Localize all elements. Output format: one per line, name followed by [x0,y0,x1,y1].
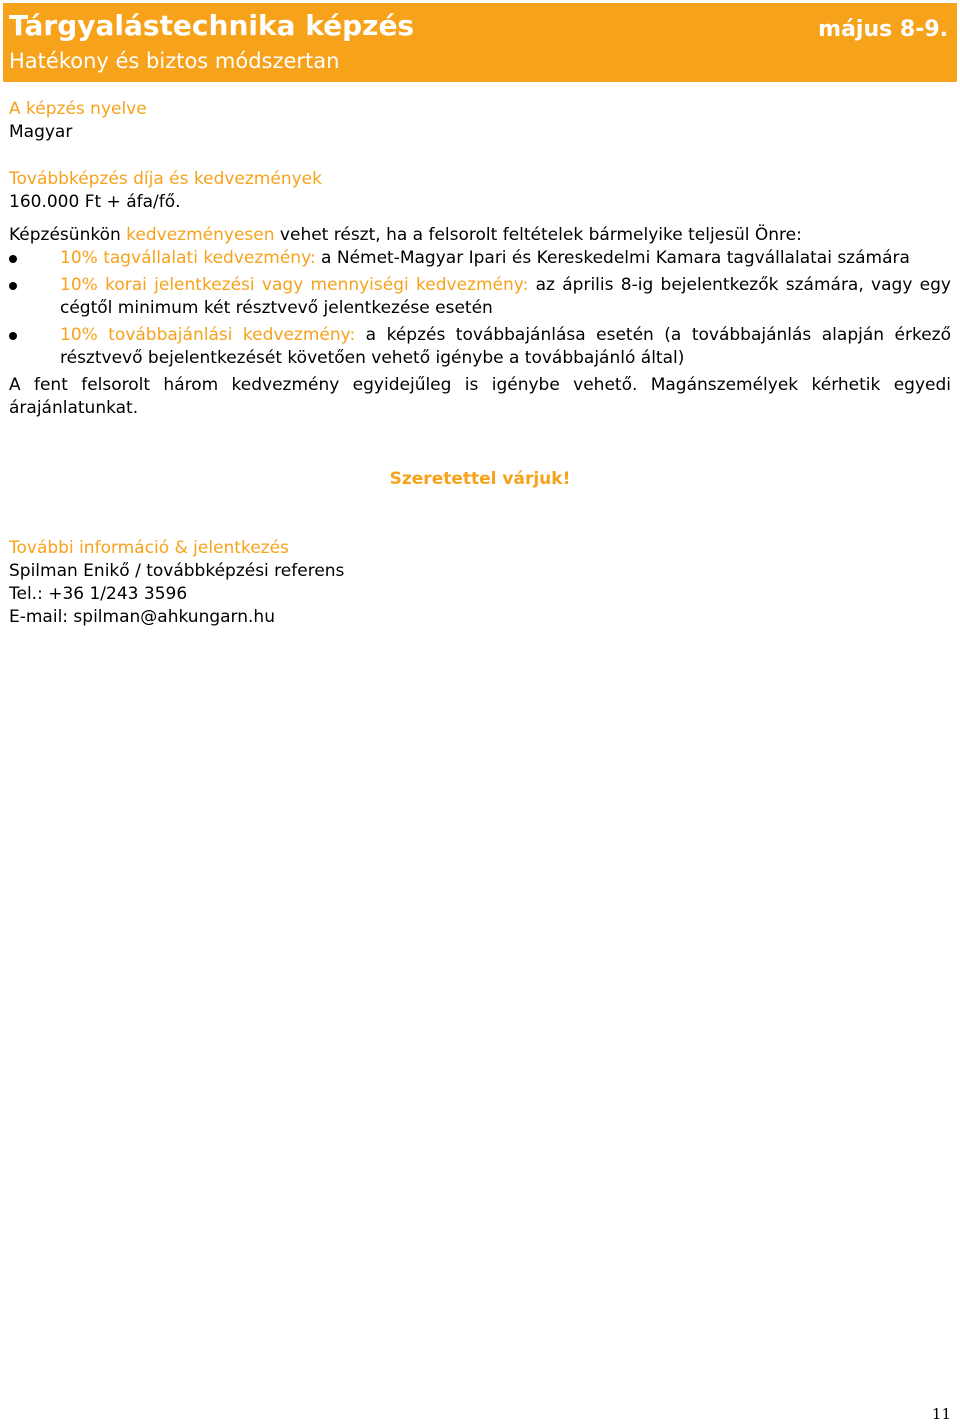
language-value: Magyar [9,122,73,142]
page-title: Tárgyalástechnika képzés [9,9,415,42]
discount-text: a képzés továbbajánlása esetén (a továbbajánlás alapján érkező résztvevő bejelentkezését követően vehető igénybe a továbbajánló által) [60,325,951,368]
discount-label: 10% korai jelentkezési vagy mennyiségi kedvezmény: [60,275,529,295]
discount-intro-before: Képzésünkön [9,225,127,245]
contact-person: Spilman Enikő / továbbképzési referens [9,561,345,581]
discount-label: 10% továbbajánlási kedvezmény: [60,325,356,345]
welcome-text: Szeretettel várjuk! [389,469,571,489]
discount-label: 10% tagvállalati kedvezmény: [60,248,316,268]
discount-text: a Német-Magyar Ipari és Kereskedelmi Kamara tagvállalatai számára [315,248,910,268]
discount-text: az április 8-ig bejelentkezők számára, vagy egy cégtől minimum két résztvevő jelentkezése esetén [60,275,951,318]
discount-intro-highlight: kedvezményesen [126,225,275,245]
fees-heading: Továbbképzés díja és kedvezmények [9,169,322,189]
discount-list [9,247,951,370]
contact-email: E-mail: spilman@ahkungarn.hu [9,607,275,627]
discount-item [9,247,951,270]
contact-phone: Tel.: +36 1/243 3596 [9,584,188,604]
main-content [9,98,951,629]
page-number: 11 [931,1405,951,1423]
discount-intro-after: vehet részt, ha a felsorolt feltételek bármelyike teljesül Önre: [274,225,802,245]
discount-intro [9,224,951,247]
contact-heading: További információ & jelentkezés [9,538,289,558]
header-banner [3,3,957,82]
event-date: május 8-9. [818,17,948,42]
discount-note: A fent felsorolt három kedvezmény egyidejűleg is igénybe vehető. Magánszemélyek kérhetik egyedi árajánlatunkat. [9,375,951,418]
price: 160.000 Ft + áfa/fő. [9,192,181,212]
discount-item [9,324,951,370]
language-heading: A képzés nyelve [9,99,147,119]
page-subtitle: Hatékony és biztos módszertan [9,49,340,73]
discount-item [9,274,951,320]
